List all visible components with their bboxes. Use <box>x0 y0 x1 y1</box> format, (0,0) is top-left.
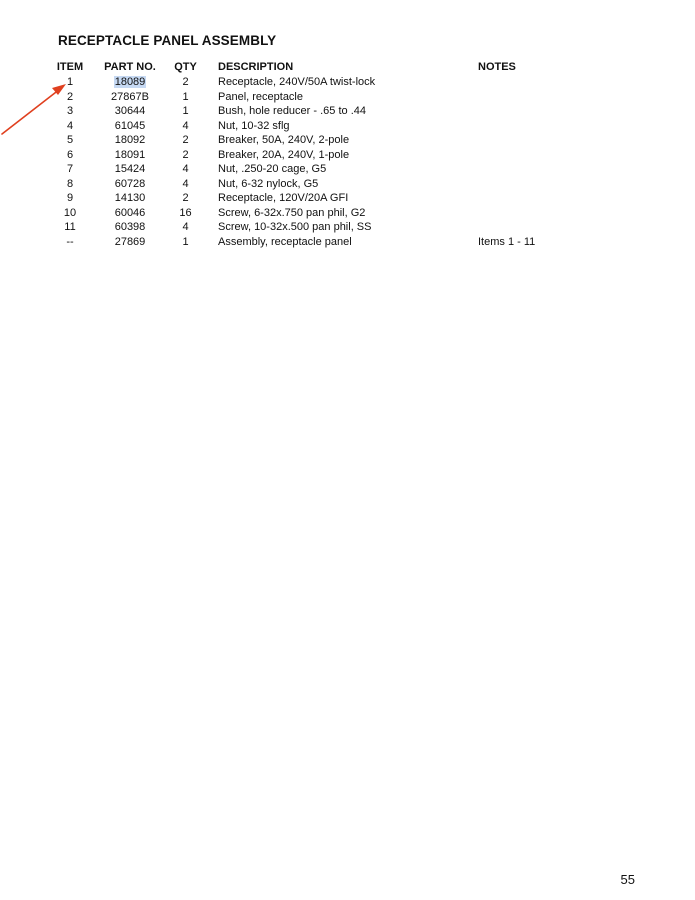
table-row <box>50 191 578 206</box>
description-cell: Screw, 6-32x.750 pan phil, G2 <box>218 206 366 219</box>
description-cell: Nut, .250-20 cage, G5 <box>218 163 327 175</box>
page-title: RECEPTACLE PANEL ASSEMBLY <box>58 33 277 48</box>
description-cell: Breaker, 50A, 240V, 2-pole <box>218 134 350 146</box>
description-cell: Panel, receptacle <box>218 90 303 103</box>
table-header-row <box>50 59 578 75</box>
part-no-cell: 30644 <box>114 105 146 117</box>
item-cell: 3 <box>66 105 74 117</box>
header-notes: NOTES <box>478 61 516 73</box>
part-no-cell: 18091 <box>114 148 146 161</box>
qty-cell: 2 <box>182 134 189 146</box>
part-no-cell: 60046 <box>114 206 146 219</box>
table-row <box>50 104 578 119</box>
part-no-cell: 60728 <box>114 177 146 190</box>
table-row <box>50 206 578 221</box>
notes-cell <box>478 191 578 206</box>
table-row <box>50 75 578 90</box>
qty-cell: 4 <box>182 221 189 233</box>
notes-cell <box>478 75 578 90</box>
description-cell: Screw, 10-32x.500 pan phil, SS <box>218 221 372 233</box>
highlighted-part-number: 18089 <box>114 76 146 88</box>
table-row <box>50 220 578 235</box>
red-arrow-annotation <box>0 80 72 140</box>
item-cell: 9 <box>66 192 74 204</box>
description-cell: Receptacle, 120V/20A GFI <box>218 192 349 204</box>
qty-cell: 4 <box>182 177 189 190</box>
part-no-cell: 27867B <box>111 90 149 103</box>
notes-cell <box>478 119 578 134</box>
notes-cell <box>478 133 578 148</box>
header-qty: QTY <box>174 61 197 73</box>
table-row <box>50 162 578 177</box>
notes-cell <box>478 220 578 235</box>
qty-cell: 2 <box>182 148 189 161</box>
qty-cell: 1 <box>182 235 189 248</box>
qty-cell: 1 <box>182 105 189 117</box>
table-row <box>50 119 578 134</box>
item-cell: 4 <box>66 119 74 132</box>
notes-cell <box>478 177 578 192</box>
qty-cell: 16 <box>179 206 192 219</box>
notes-cell: Items 1 - 11 <box>478 235 536 248</box>
item-cell: 2 <box>66 90 74 103</box>
qty-cell: 4 <box>182 119 189 132</box>
parts-table <box>50 59 578 249</box>
header-part-no: PART NO. <box>104 61 156 73</box>
item-cell: 8 <box>66 177 74 190</box>
notes-cell <box>478 206 578 221</box>
description-cell: Receptacle, 240V/50A twist-lock <box>218 76 376 88</box>
description-cell: Breaker, 20A, 240V, 1-pole <box>218 148 350 161</box>
table-row <box>50 148 578 163</box>
item-cell: 7 <box>66 163 74 175</box>
item-cell: 10 <box>63 206 77 219</box>
part-no-cell: 18092 <box>114 134 146 146</box>
header-item: ITEM <box>56 61 84 73</box>
table-row <box>50 90 578 105</box>
notes-cell <box>478 148 578 163</box>
notes-cell <box>478 104 578 119</box>
description-cell: Nut, 6-32 nylock, G5 <box>218 177 319 190</box>
table-row <box>50 235 578 250</box>
qty-cell: 4 <box>182 163 189 175</box>
notes-cell <box>478 90 578 105</box>
page-number: 55 <box>620 872 635 887</box>
part-no-cell: 60398 <box>114 221 146 233</box>
notes-cell <box>478 162 578 177</box>
part-no-cell: 15424 <box>114 163 146 175</box>
parts-table-body <box>50 75 578 249</box>
part-no-cell: 14130 <box>114 192 146 204</box>
item-cell: 6 <box>66 148 74 161</box>
item-cell: 1 <box>66 76 74 88</box>
description-cell: Bush, hole reducer - .65 to .44 <box>218 105 366 117</box>
part-no-cell: 27869 <box>114 235 146 248</box>
qty-cell: 1 <box>182 90 189 103</box>
description-cell: Nut, 10-32 sflg <box>218 119 290 132</box>
table-row <box>50 177 578 192</box>
description-cell: Assembly, receptacle panel <box>218 235 352 248</box>
qty-cell: 2 <box>182 192 189 204</box>
header-description: DESCRIPTION <box>218 61 294 73</box>
qty-cell: 2 <box>182 76 189 88</box>
arrow-shaft <box>2 89 60 134</box>
part-no-cell: 61045 <box>114 119 146 132</box>
part-no-cell <box>90 75 170 90</box>
item-cell: -- <box>66 235 74 248</box>
item-cell: 5 <box>66 134 74 146</box>
table-row <box>50 133 578 148</box>
item-cell: 11 <box>64 221 76 233</box>
